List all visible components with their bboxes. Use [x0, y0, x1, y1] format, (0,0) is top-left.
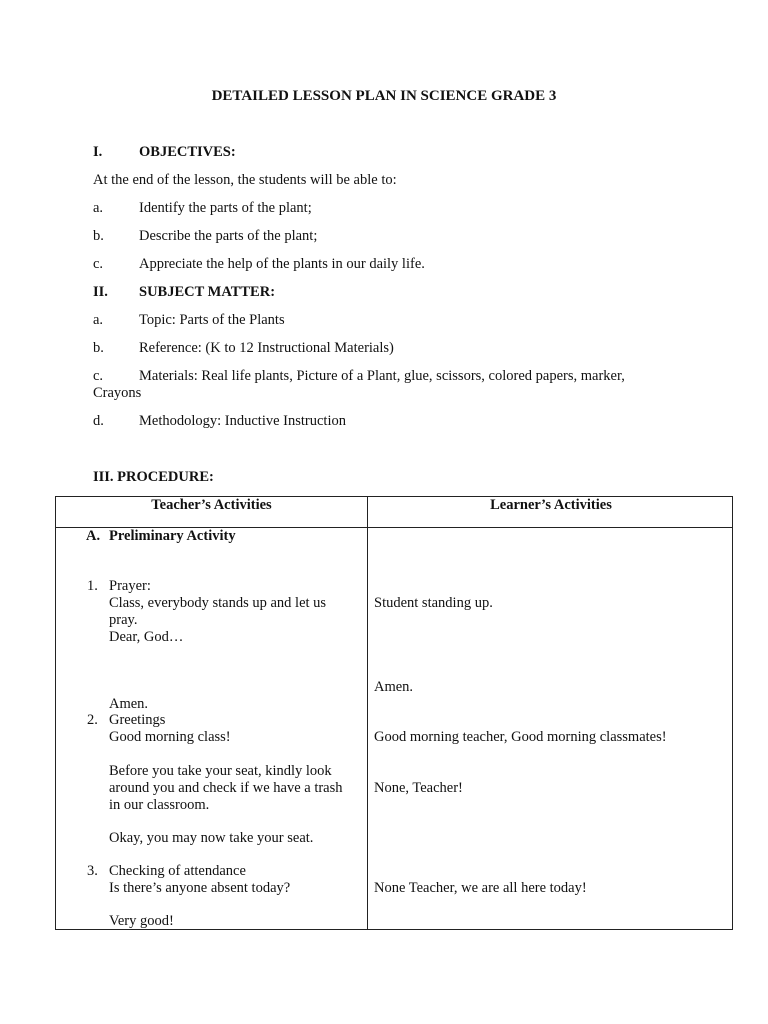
step-title: Greetings	[109, 712, 166, 728]
objectives-intro: At the end of the lesson, the students will be able to:	[93, 172, 397, 188]
teacher-line: Is there’s anyone absent today?	[109, 880, 291, 896]
teacher-column-header: Teacher’s Activities	[151, 497, 272, 513]
teacher-line: Okay, you may now take your seat.	[109, 830, 314, 846]
learner-column-header: Learner’s Activities	[490, 497, 612, 513]
step-title: Checking of attendance	[109, 863, 246, 879]
column-divider	[367, 497, 368, 929]
subject-matter-heading: SUBJECT MATTER:	[139, 284, 276, 300]
step-number: 1.	[87, 578, 98, 594]
subject-matter-numeral: II.	[93, 284, 108, 300]
subject-letter: c.	[93, 368, 104, 384]
procedure-heading: III. PROCEDURE:	[93, 469, 214, 485]
objectives-heading: OBJECTIVES:	[139, 144, 236, 160]
objective-item: Appreciate the help of the plants in our daily life.	[139, 256, 425, 272]
teacher-line: pray.	[109, 612, 138, 628]
subject-letter: b.	[93, 340, 104, 356]
objective-item: Identify the parts of the plant;	[139, 200, 312, 216]
teacher-line: Class, everybody stands up and let us	[109, 595, 327, 611]
section-letter: A.	[86, 528, 101, 544]
learner-line: Student standing up.	[374, 595, 493, 611]
learner-line: Amen.	[374, 679, 414, 695]
teacher-line: around you and check if we have a trash	[109, 780, 343, 796]
procedure-table	[55, 496, 733, 930]
learner-line: None Teacher, we are all here today!	[374, 880, 587, 896]
teacher-line: Good morning class!	[109, 729, 231, 745]
teacher-line: Amen.	[109, 696, 149, 712]
teacher-line: in our classroom.	[109, 797, 210, 813]
step-title: Prayer:	[109, 578, 151, 594]
document-title: DETAILED LESSON PLAN IN SCIENCE GRADE 3	[211, 88, 557, 104]
learner-line: Good morning teacher, Good morning classmates!	[374, 729, 667, 745]
learner-line: None, Teacher!	[374, 780, 463, 796]
subject-item: Methodology: Inductive Instruction	[139, 413, 346, 429]
objectives-numeral: I.	[93, 144, 103, 160]
section-title: Preliminary Activity	[109, 528, 236, 544]
subject-letter: a.	[93, 312, 104, 328]
objective-letter: c.	[93, 256, 104, 272]
subject-item: Topic: Parts of the Plants	[139, 312, 285, 328]
step-number: 3.	[87, 863, 98, 879]
teacher-line: Before you take your seat, kindly look	[109, 763, 332, 779]
subject-item-continuation: Crayons	[93, 385, 142, 401]
step-number: 2.	[87, 712, 98, 728]
subject-item: Reference: (K to 12 Instructional Materials)	[139, 340, 394, 356]
objective-letter: b.	[93, 228, 104, 244]
teacher-line: Very good!	[109, 913, 174, 929]
subject-letter: d.	[93, 413, 104, 429]
objective-letter: a.	[93, 200, 104, 216]
teacher-line: Dear, God…	[109, 629, 184, 645]
objective-item: Describe the parts of the plant;	[139, 228, 318, 244]
subject-item: Materials: Real life plants, Picture of a Plant, glue, scissors, colored papers, marker,	[139, 368, 625, 384]
